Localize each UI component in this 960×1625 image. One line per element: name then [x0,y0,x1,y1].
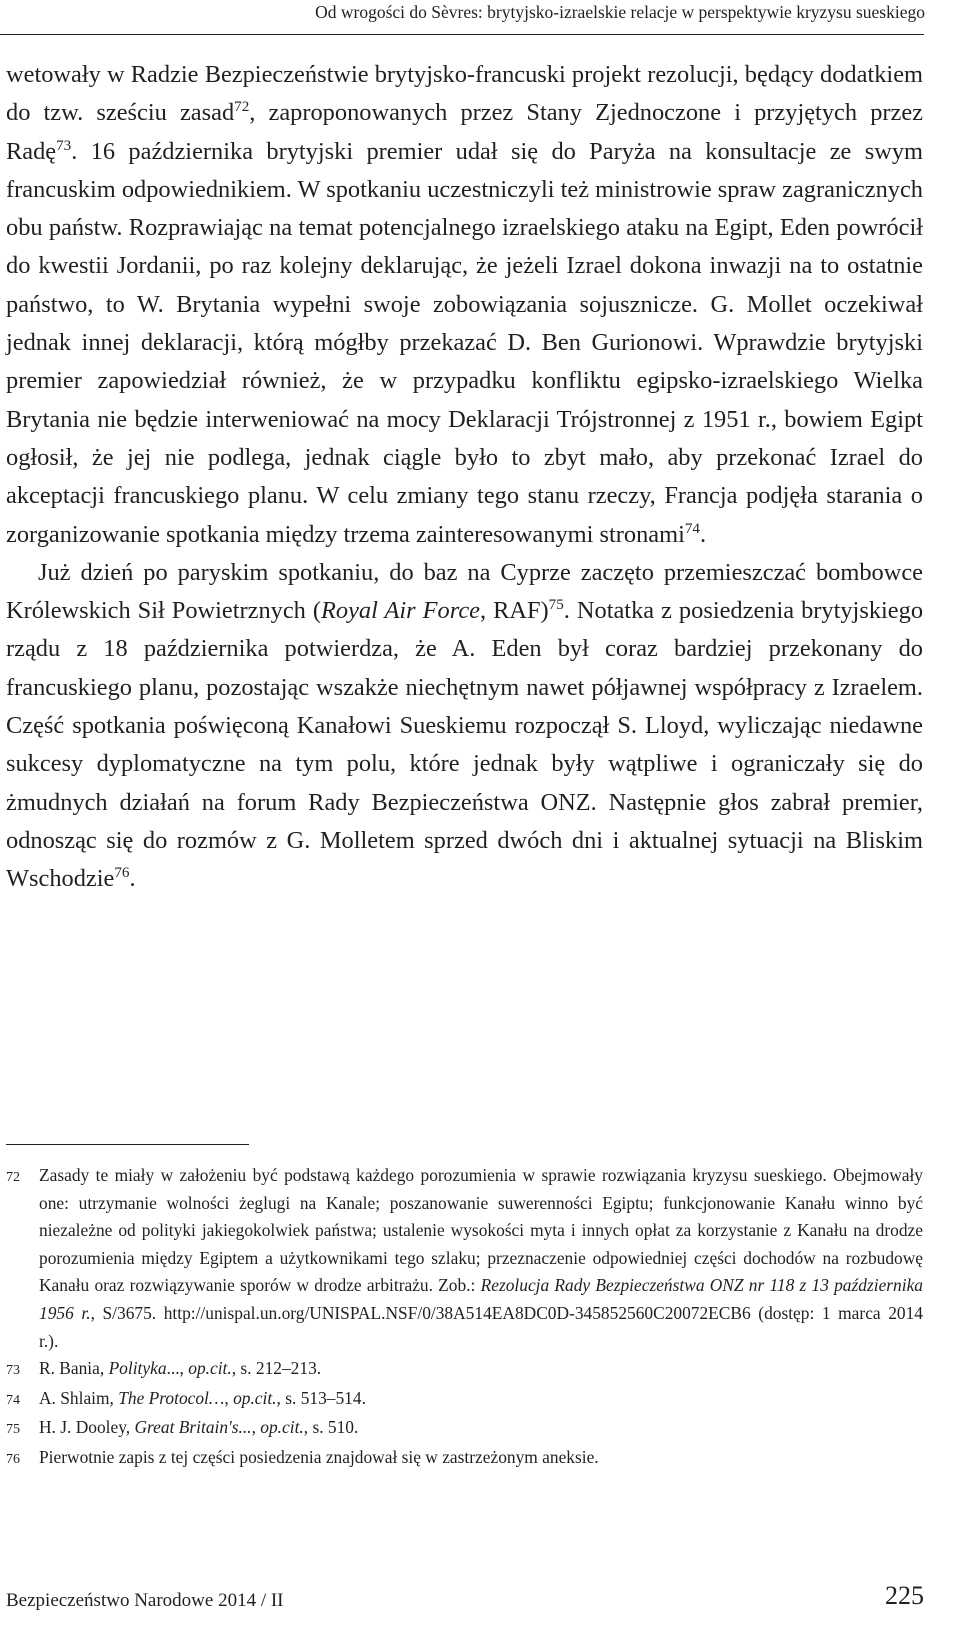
footnote-72 [6,1162,923,1355]
footnote-74 [6,1385,923,1415]
italic-title: The Protocol… [118,1387,225,1408]
footnote-text [39,1355,923,1383]
text-run: R. Bania, [39,1358,109,1379]
footnote-75 [6,1414,923,1444]
paragraph-1 [6,56,923,554]
text-run: . [129,865,136,893]
text-run: , S/3675. http://unispal.un.org/UNISPAL.NSF/0/38A514EA8DC0D-345852560C20072ECB6 (dostęp: 1 marca 2014 r.). [39,1302,923,1351]
text-run: A. Shlaim, [39,1387,119,1408]
footnote-text [39,1162,923,1355]
italic-title: Polityka [108,1358,167,1379]
text-run: , s. 212–213. [231,1358,322,1379]
text-run: , s. 510. [303,1417,359,1438]
text-run: wetowały w Radzie Bezpieczeństwie brytyjsko-francuski projekt rezolucji, będący dodatkiem do tzw. sześciu zasad [6,61,923,127]
italic-term: Royal Air Force [321,597,480,625]
text-run: Zasady te miały w założeniu być podstawą każdego porozumienia w sprawie rozwiązania kryzysu sueskiego. Obejmowały one: utrzymanie wolności żeglugi na Kanale; poszanowanie suwerenności Egiptu; funkcjonowanie Kanału winno być niezależne od polityki jakiegokolwiek państwa; ustalenie wysokości myta i innych opłat za korzystanie z Kanału na drodze porozumienia między Egiptem a użytkownikami tego szlaku; przeznaczenie odpowiedniej części dochodów na rozbudowę Kanału oraz rozwiązywanie sporów w drodze arbitrażu. Zob.: [39,1165,923,1296]
page-number: 225 [885,1581,924,1610]
footnote-text [39,1414,923,1442]
footnote-text: Pierwotnie zapis z tej części posiedzenia znajdował się w zastrzeżonym aneksie. [39,1446,599,1467]
footnote-76 [6,1444,923,1474]
footnote-73 [6,1355,923,1385]
text-run: ..., [166,1358,189,1379]
header-rule [0,34,924,35]
footnote-number: 75 [6,1422,20,1438]
text-run: s. 513–514. [280,1387,366,1408]
italic-title: Rezolucja Rady Bezpieczeństwa ONZ nr 118 z 13 października 1956 r. [39,1275,923,1323]
italic-abbrev: op.cit., [233,1387,281,1408]
main-text [6,56,923,899]
journal-footer: Bezpieczeństwo Narodowe 2014 / II [6,1590,284,1611]
text-run: H. J. Dooley, [39,1417,135,1438]
italic-abbrev: op.cit. [188,1358,232,1379]
footnote-number: 74 [6,1392,20,1408]
text-run: , [224,1387,234,1408]
text-run: , RAF) [479,597,549,625]
text-run: . [699,520,707,548]
italic-abbrev: op.cit. [260,1417,304,1438]
text-run: . 16 października brytyjski premier udał się do Paryża na konsultacje ze swym francuskim odpowiednikiem. W spotkaniu uczestniczyli też ministrowie spraw zagranicznych obu państw. Rozprawiając na temat potencjalnego izraelskiego ataku na Egipt, Eden powrócił do kwestii Jordanii, po raz kolejny deklarując, że jeżeli Izrael dokona inwazji na to ostatnie państwo, to W. Brytania wypełni swoje zobowiązania sojusznicze. G. Mollet oczekiwał jednak innej deklaracji, którą mógłby przekazać D. Ben Gurionowi. Wprawdzie brytyjski premier zapowiedział również, że w przypadku konfliktu egipsko-izraelskiego Wielka Brytania nie będzie interweniować na mocy Deklaracji Trójstronnej z 1951 r., bowiem Egipt ogłosił, że jej nie podlega, jednak ciągle było to zbyt mało, aby przekonać Izrael do akceptacji francuskiego planu. W celu zmiany tego stanu rzeczy, Francja podjęła starania o zorganizowanie spotkania między trzema zainteresowanymi stronami [6,137,923,548]
text-run: Już dzień po paryskim spotkaniu, do baz na Cyprze zaczęto przemieszczać bombowce Królewskich Sił Powietrznych ( [6,558,923,625]
footnote-ref-75[interactable]: 75 [548,597,564,614]
footnote-number: 72 [6,1170,20,1185]
italic-title: Great Britain's... [134,1417,252,1438]
footnote-ref-74[interactable]: 74 [684,520,700,537]
text-run: , zaproponowanych przez Stany Zjednoczone i przyjętych przez Radę [6,99,923,165]
footnote-ref-73[interactable]: 73 [56,137,72,154]
footnote-number: 76 [6,1451,20,1467]
footnote-text [39,1385,923,1413]
paragraph-2 [6,554,923,899]
footnote-ref-76[interactable]: 76 [114,865,130,882]
running-header: Od wrogości do Sèvres: brytyjsko-izraelskie relacje w perspektywie kryzysu sueskiego [315,2,925,22]
footnote-ref-72[interactable]: 72 [234,99,250,116]
footnote-number: 73 [6,1363,20,1379]
text-run: . Notatka z posiedzenia brytyjskiego rządu z 18 października potwierdza, że A. Eden był coraz bardziej przekonany do francuskiego planu, pozostając wszakże niechętnym nawet półjawnej współpracy z Izraelem. Część spotkania poświęconą Kanałowi Sueskiemu rozpoczął S. Lloyd, wyliczając niedawne sukcesy dyplomatyczne na tym polu, które jednak były wątpliwe i ograniczały się do żmudnych działań na forum Rady Bezpieczeństwa ONZ. Następnie głos zabrał premier, odnosząc się do rozmów z G. Molletem sprzed dwóch dni i aktualnej sytuacji na Bliskim Wschodzie [6,597,924,893]
footnotes [6,1162,923,1474]
footnote-rule [6,1144,249,1145]
text-run: , [251,1417,261,1438]
